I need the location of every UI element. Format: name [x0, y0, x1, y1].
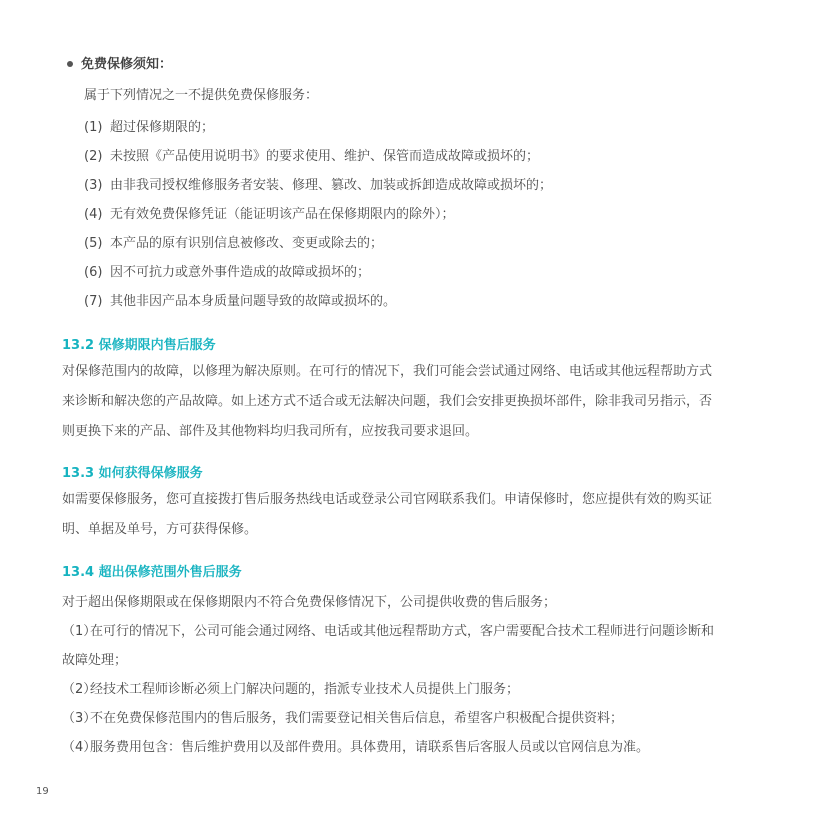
bullet-dot-icon [67, 61, 73, 67]
paid-service-item: （2）经技术工程师诊断必须上门解决问题的，指派专业技术人员提供上门服务； [62, 682, 520, 697]
section-13-4-title: 13.4 超出保修范围外售后服务 [62, 565, 242, 580]
section-13-2-body [62, 357, 772, 447]
exclusion-item: (7) 其他非因产品本身质量问题导致的故障或损坏的。 [84, 294, 397, 309]
paragraph-line: 如需要保修服务，您可直接拨打售后服务热线电话或登录公司官网联系我们。申请保修时，您应提供有效的购买证 [62, 492, 713, 507]
exclusion-item: (5) 本产品的原有识别信息被修改、变更或除去的； [84, 236, 384, 251]
page-number: 19 [36, 786, 49, 797]
paragraph-line: 明、单据及单号，方可获得保修。 [62, 522, 258, 537]
section-13-3-body [62, 485, 772, 545]
paragraph-line: 来诊断和解决您的产品故障。如上述方式不适合或无法解决问题，我们会安排更换损坏部件，除非我司另指示，否 [62, 394, 713, 409]
paragraph-line: 对保修范围内的故障，以修理为解决原则。在可行的情况下，我们可能会尝试通过网络、电话或其他远程帮助方式 [62, 364, 713, 379]
exclusion-item: (4) 无有效免费保修凭证（能证明该产品在保修期限内的除外）； [84, 207, 455, 222]
section-13-3-title: 13.3 如何获得保修服务 [62, 466, 203, 481]
free-warranty-heading-text: 免费保修须知： [81, 57, 173, 72]
exclusion-item: (1) 超过保修期限的； [84, 120, 215, 135]
paid-service-item: （1）在可行的情况下，公司可能会通过网络、电话或其他远程帮助方式，客户需要配合技术工程师进行问题诊断和 [62, 624, 715, 639]
free-warranty-heading [67, 55, 172, 75]
paid-service-item-continuation: 故障处理； [62, 653, 128, 668]
exclusion-item: (6) 因不可抗力或意外事件造成的故障或损坏的； [84, 265, 371, 280]
section-13-4-intro: 对于超出保修期限或在保修期限内不符合免费保修情况下，公司提供收费的售后服务； [62, 595, 557, 610]
paid-service-item: （4）服务费用包含：售后维护费用以及部件费用。具体费用，请联系售后客服人员或以官网信息为准。 [62, 740, 650, 755]
exclusion-item: (2) 未按照《产品使用说明书》的要求使用、维护、保管而造成故障或损坏的； [84, 149, 540, 164]
paid-service-item: （3）不在免费保修范围内的售后服务，我们需要登记相关售后信息，希望客户积极配合提供资料； [62, 711, 624, 726]
section-13-2-title: 13.2 保修期限内售后服务 [62, 338, 216, 353]
free-warranty-intro: 属于下列情况之一不提供免费保修服务： [84, 88, 319, 103]
paragraph-line: 则更换下来的产品、部件及其他物料均归我司所有，应按我司要求退回。 [62, 424, 479, 439]
exclusion-item: (3) 由非我司授权维修服务者安装、修理、篡改、加装或拆卸造成故障或损坏的； [84, 178, 553, 193]
